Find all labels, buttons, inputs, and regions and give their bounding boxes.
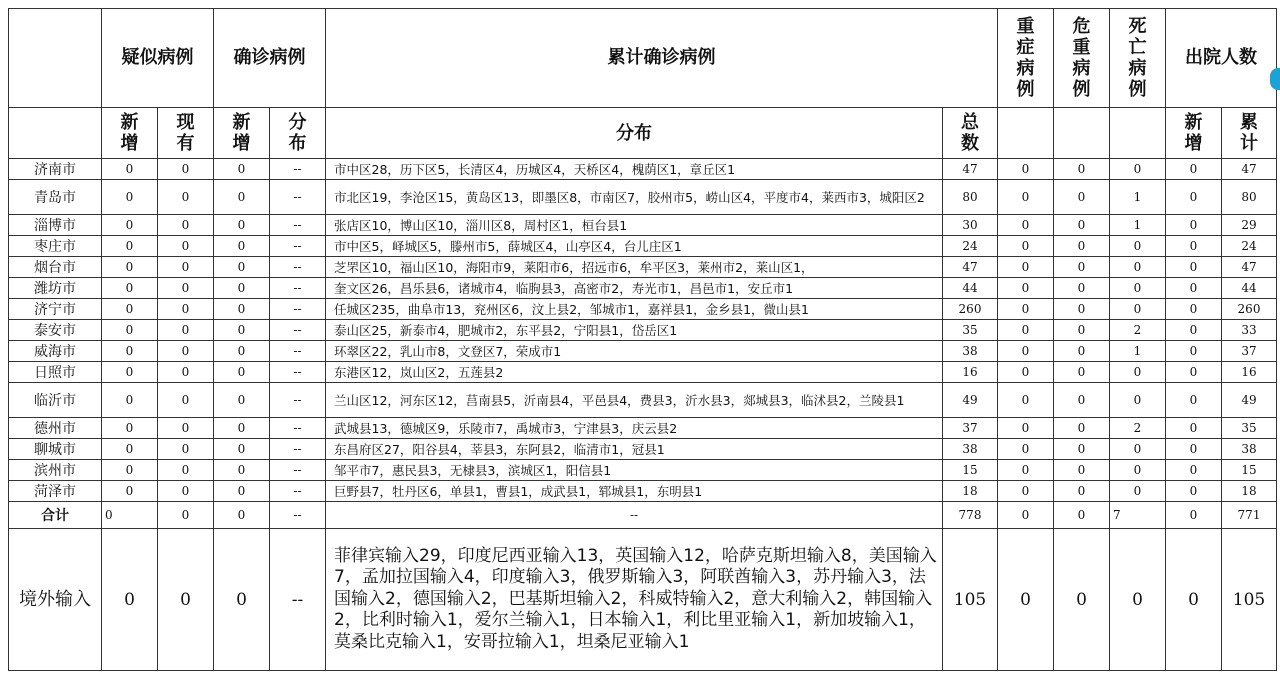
header-severe: 重 症 病 例 — [998, 9, 1054, 108]
confirmed-new: 0 — [214, 278, 270, 299]
critical-count: 0 — [1054, 278, 1110, 299]
confirmed-new: 0 — [214, 383, 270, 418]
table-row — [9, 215, 1277, 236]
death-count: 1 — [1110, 180, 1166, 215]
suspected-current: 0 — [158, 481, 214, 502]
total-deaths: 7 — [1110, 502, 1166, 529]
subheader-critical-empty — [1054, 108, 1110, 159]
total-critical: 0 — [1054, 502, 1110, 529]
confirmed-new: 0 — [214, 236, 270, 257]
cumulative-total: 44 — [943, 278, 998, 299]
discharged-new: 0 — [1166, 383, 1222, 418]
overseas-deaths: 0 — [1110, 529, 1166, 671]
discharged-total: 44 — [1222, 278, 1277, 299]
discharged-new: 0 — [1166, 362, 1222, 383]
severe-count: 0 — [998, 236, 1054, 257]
cumulative-distribution: 张店区10，博山区10，淄川区8，周村区1，桓台县1 — [326, 215, 943, 236]
discharged-total: 47 — [1222, 159, 1277, 180]
confirmed-new: 0 — [214, 299, 270, 320]
discharged-new: 0 — [1166, 215, 1222, 236]
subheader-row — [9, 108, 1277, 159]
table-row — [9, 418, 1277, 439]
confirmed-distribution: -- — [270, 257, 326, 278]
table-row — [9, 320, 1277, 341]
critical-count: 0 — [1054, 383, 1110, 418]
table-row — [9, 236, 1277, 257]
death-count: 0 — [1110, 439, 1166, 460]
discharged-new: 0 — [1166, 180, 1222, 215]
critical-count: 0 — [1054, 481, 1110, 502]
discharged-total: 35 — [1222, 418, 1277, 439]
region-name: 济南市 — [9, 159, 102, 180]
discharged-new: 0 — [1166, 481, 1222, 502]
header-confirmed: 确诊病例 — [214, 9, 326, 108]
death-count: 0 — [1110, 383, 1166, 418]
table-row — [9, 439, 1277, 460]
discharged-new: 0 — [1166, 159, 1222, 180]
suspected-new: 0 — [102, 180, 158, 215]
overseas-label: 境外输入 — [9, 529, 102, 671]
suspected-current: 0 — [158, 460, 214, 481]
confirmed-distribution: -- — [270, 341, 326, 362]
covid-statistics-table — [8, 8, 1277, 671]
suspected-new: 0 — [102, 299, 158, 320]
death-count: 0 — [1110, 481, 1166, 502]
overseas-distribution: 菲律宾输入29，印度尼西亚输入13，英国输入12，哈萨克斯坦输入8，美国输入7，孟加拉国输入4，印度输入3，俄罗斯输入3，阿联酋输入3，苏丹输入3，法国输入2，德国输入2，巴基斯坦输入2，科威特输入2，意大利输入2，韩国输入2，比利时输入1，爱尔兰输入1，日本输入1，利比里亚输入1，新加坡输入1，莫桑比克输入1，安哥拉输入1，坦桑尼亚输入1 — [326, 529, 943, 671]
subheader-suspected-new: 新 增 — [102, 108, 158, 159]
discharged-new: 0 — [1166, 418, 1222, 439]
total-confirmed-distribution: -- — [270, 502, 326, 529]
overseas-discharged-new: 0 — [1166, 529, 1222, 671]
critical-count: 0 — [1054, 418, 1110, 439]
discharged-total: 38 — [1222, 439, 1277, 460]
cumulative-total: 47 — [943, 257, 998, 278]
suspected-new: 0 — [102, 460, 158, 481]
total-discharged-new: 0 — [1166, 502, 1222, 529]
severe-count: 0 — [998, 180, 1054, 215]
severe-count: 0 — [998, 257, 1054, 278]
total-suspected-current: 0 — [158, 502, 214, 529]
table-row — [9, 362, 1277, 383]
table-row — [9, 341, 1277, 362]
suspected-new: 0 — [102, 236, 158, 257]
table-row — [9, 481, 1277, 502]
overseas-critical: 0 — [1054, 529, 1110, 671]
suspected-new: 0 — [102, 257, 158, 278]
confirmed-new: 0 — [214, 159, 270, 180]
total-cumulative: 778 — [943, 502, 998, 529]
critical-count: 0 — [1054, 320, 1110, 341]
subheader-confirmed-new: 新 增 — [214, 108, 270, 159]
confirmed-distribution: -- — [270, 236, 326, 257]
severe-count: 0 — [998, 383, 1054, 418]
region-name: 青岛市 — [9, 180, 102, 215]
subheader-region-cell — [9, 108, 102, 159]
cumulative-distribution: 任城区235，曲阜市13，兖州区6，汶上县2，邹城市1，嘉祥县1，金乡县1，微山县1 — [326, 299, 943, 320]
confirmed-new: 0 — [214, 341, 270, 362]
discharged-total: 16 — [1222, 362, 1277, 383]
top-border — [0, 0, 1280, 8]
region-name: 烟台市 — [9, 257, 102, 278]
header-region-cell — [9, 9, 102, 108]
confirmed-distribution: -- — [270, 215, 326, 236]
table-row — [9, 159, 1277, 180]
critical-count: 0 — [1054, 299, 1110, 320]
discharged-new: 0 — [1166, 257, 1222, 278]
total-label: 合计 — [9, 502, 102, 529]
cumulative-total: 30 — [943, 215, 998, 236]
confirmed-distribution: -- — [270, 460, 326, 481]
region-name: 聊城市 — [9, 439, 102, 460]
cumulative-distribution: 市北区19，李沧区15，黄岛区13，即墨区8，市南区7，胶州市5，崂山区4，平度市4，莱西市3，城阳区2 — [326, 180, 943, 215]
suspected-new: 0 — [102, 362, 158, 383]
discharged-new: 0 — [1166, 341, 1222, 362]
region-name: 泰安市 — [9, 320, 102, 341]
confirmed-distribution: -- — [270, 383, 326, 418]
cumulative-distribution: 兰山区12，河东区12，莒南县5，沂南县4，平邑县4，费县3，沂水县3，郯城县3，临沭县2，兰陵县1 — [326, 383, 943, 418]
severe-count: 0 — [998, 215, 1054, 236]
discharged-new: 0 — [1166, 460, 1222, 481]
suspected-new: 0 — [102, 215, 158, 236]
discharged-total: 260 — [1222, 299, 1277, 320]
table-row — [9, 180, 1277, 215]
subheader-suspected-current: 现 有 — [158, 108, 214, 159]
table-row — [9, 460, 1277, 481]
confirmed-distribution: -- — [270, 299, 326, 320]
death-count: 2 — [1110, 418, 1166, 439]
severe-count: 0 — [998, 320, 1054, 341]
severe-count: 0 — [998, 278, 1054, 299]
cumulative-distribution: 市中区5，峄城区5，滕州市5，薛城区4，山亭区4，台儿庄区1 — [326, 236, 943, 257]
critical-count: 0 — [1054, 341, 1110, 362]
cumulative-total: 80 — [943, 180, 998, 215]
cumulative-total: 38 — [943, 439, 998, 460]
cumulative-distribution: 芝罘区10，福山区10，海阳市9，莱阳市6，招远市6，牟平区3，莱州市2，莱山区1， — [326, 257, 943, 278]
confirmed-new: 0 — [214, 257, 270, 278]
suspected-new: 0 — [102, 159, 158, 180]
cumulative-distribution: 东昌府区27，阳谷县4，莘县3，东阿县2，临清市1，冠县1 — [326, 439, 943, 460]
confirmed-distribution: -- — [270, 180, 326, 215]
suspected-current: 0 — [158, 278, 214, 299]
overseas-suspected-current: 0 — [158, 529, 214, 671]
suspected-new: 0 — [102, 320, 158, 341]
death-count: 0 — [1110, 257, 1166, 278]
cumulative-total: 35 — [943, 320, 998, 341]
subheader-deaths-empty — [1110, 108, 1166, 159]
confirmed-distribution: -- — [270, 362, 326, 383]
cumulative-total: 16 — [943, 362, 998, 383]
overseas-confirmed-distribution: -- — [270, 529, 326, 671]
header-cumulative: 累计确诊病例 — [326, 9, 998, 108]
suspected-current: 0 — [158, 299, 214, 320]
death-count: 0 — [1110, 460, 1166, 481]
subheader-total: 总 数 — [943, 108, 998, 159]
cumulative-total: 49 — [943, 383, 998, 418]
cumulative-distribution: 泰山区25，新泰市4，肥城市2，东平县2，宁阳县1，岱岳区1 — [326, 320, 943, 341]
confirmed-distribution: -- — [270, 278, 326, 299]
severe-count: 0 — [998, 159, 1054, 180]
discharged-new: 0 — [1166, 236, 1222, 257]
discharged-total: 49 — [1222, 383, 1277, 418]
cumulative-distribution: 武城县13，德城区9，乐陵市7，禹城市3，宁津县3，庆云县2 — [326, 418, 943, 439]
suspected-current: 0 — [158, 439, 214, 460]
table-row — [9, 383, 1277, 418]
critical-count: 0 — [1054, 362, 1110, 383]
death-count: 0 — [1110, 236, 1166, 257]
subheader-distribution: 分布 — [326, 108, 943, 159]
severe-count: 0 — [998, 481, 1054, 502]
suspected-current: 0 — [158, 383, 214, 418]
suspected-new: 0 — [102, 439, 158, 460]
confirmed-distribution: -- — [270, 320, 326, 341]
suspected-current: 0 — [158, 341, 214, 362]
confirmed-new: 0 — [214, 320, 270, 341]
discharged-total: 33 — [1222, 320, 1277, 341]
cumulative-distribution: 奎文区26，昌乐县6，诸城市4，临朐县3，高密市2，寿光市1，昌邑市1，安丘市1 — [326, 278, 943, 299]
region-name: 滨州市 — [9, 460, 102, 481]
discharged-total: 24 — [1222, 236, 1277, 257]
region-name: 菏泽市 — [9, 481, 102, 502]
confirmed-new: 0 — [214, 180, 270, 215]
severe-count: 0 — [998, 439, 1054, 460]
death-count: 1 — [1110, 341, 1166, 362]
death-count: 1 — [1110, 215, 1166, 236]
death-count: 0 — [1110, 362, 1166, 383]
subheader-confirmed-distribution: 分 布 — [270, 108, 326, 159]
death-count: 0 — [1110, 278, 1166, 299]
confirmed-new: 0 — [214, 215, 270, 236]
confirmed-new: 0 — [214, 418, 270, 439]
header-row — [9, 9, 1277, 108]
discharged-new: 0 — [1166, 299, 1222, 320]
subheader-discharged-new: 新 增 — [1166, 108, 1222, 159]
overseas-confirmed-new: 0 — [214, 529, 270, 671]
region-name: 临沂市 — [9, 383, 102, 418]
header-discharged: 出院人数 — [1166, 9, 1277, 108]
discharged-total: 18 — [1222, 481, 1277, 502]
confirmed-new: 0 — [214, 460, 270, 481]
discharged-total: 15 — [1222, 460, 1277, 481]
cumulative-total: 15 — [943, 460, 998, 481]
region-name: 威海市 — [9, 341, 102, 362]
suspected-current: 0 — [158, 215, 214, 236]
confirmed-new: 0 — [214, 481, 270, 502]
confirmed-distribution: -- — [270, 159, 326, 180]
suspected-new: 0 — [102, 383, 158, 418]
discharged-new: 0 — [1166, 278, 1222, 299]
cumulative-distribution: 邹平市7，惠民县3，无棣县3，滨城区1，阳信县1 — [326, 460, 943, 481]
total-discharged: 771 — [1222, 502, 1277, 529]
table-row — [9, 257, 1277, 278]
confirmed-distribution: -- — [270, 481, 326, 502]
death-count: 2 — [1110, 320, 1166, 341]
confirmed-distribution: -- — [270, 439, 326, 460]
suspected-new: 0 — [102, 341, 158, 362]
suspected-current: 0 — [158, 159, 214, 180]
suspected-current: 0 — [158, 236, 214, 257]
total-severe: 0 — [998, 502, 1054, 529]
suspected-new: 0 — [102, 418, 158, 439]
severe-count: 0 — [998, 418, 1054, 439]
total-suspected-new: 0 — [102, 502, 158, 529]
region-name: 潍坊市 — [9, 278, 102, 299]
suspected-current: 0 — [158, 257, 214, 278]
region-name: 济宁市 — [9, 299, 102, 320]
total-row — [9, 502, 1277, 529]
suspected-current: 0 — [158, 362, 214, 383]
confirmed-distribution: -- — [270, 418, 326, 439]
cumulative-total: 24 — [943, 236, 998, 257]
cumulative-total: 37 — [943, 418, 998, 439]
subheader-discharged-cumulative: 累 计 — [1222, 108, 1277, 159]
cumulative-distribution: 巨野县7，牡丹区6，单县1，曹县1，成武县1，郓城县1，东明县1 — [326, 481, 943, 502]
region-name: 德州市 — [9, 418, 102, 439]
screen-edge-tab — [1270, 68, 1280, 90]
severe-count: 0 — [998, 299, 1054, 320]
cumulative-total: 38 — [943, 341, 998, 362]
suspected-current: 0 — [158, 418, 214, 439]
discharged-total: 29 — [1222, 215, 1277, 236]
discharged-new: 0 — [1166, 320, 1222, 341]
suspected-current: 0 — [158, 320, 214, 341]
critical-count: 0 — [1054, 236, 1110, 257]
overseas-total: 105 — [943, 529, 998, 671]
cumulative-total: 260 — [943, 299, 998, 320]
total-distribution: -- — [326, 502, 943, 529]
severe-count: 0 — [998, 460, 1054, 481]
subheader-severe-empty — [998, 108, 1054, 159]
overseas-row — [9, 529, 1277, 671]
confirmed-new: 0 — [214, 362, 270, 383]
discharged-total: 37 — [1222, 341, 1277, 362]
critical-count: 0 — [1054, 439, 1110, 460]
critical-count: 0 — [1054, 460, 1110, 481]
cumulative-distribution: 东港区12，岚山区2，五莲县2 — [326, 362, 943, 383]
cumulative-total: 47 — [943, 159, 998, 180]
cumulative-distribution: 环翠区22，乳山市8，文登区7，荣成市1 — [326, 341, 943, 362]
header-deaths: 死 亡 病 例 — [1110, 9, 1166, 108]
total-confirmed-new: 0 — [214, 502, 270, 529]
overseas-discharged-total: 105 — [1222, 529, 1277, 671]
critical-count: 0 — [1054, 159, 1110, 180]
region-name: 枣庄市 — [9, 236, 102, 257]
overseas-severe: 0 — [998, 529, 1054, 671]
table-row — [9, 278, 1277, 299]
death-count: 0 — [1110, 159, 1166, 180]
severe-count: 0 — [998, 341, 1054, 362]
severe-count: 0 — [998, 362, 1054, 383]
region-name: 淄博市 — [9, 215, 102, 236]
region-name: 日照市 — [9, 362, 102, 383]
header-critical: 危 重 病 例 — [1054, 9, 1110, 108]
discharged-new: 0 — [1166, 439, 1222, 460]
confirmed-new: 0 — [214, 439, 270, 460]
death-count: 0 — [1110, 299, 1166, 320]
suspected-new: 0 — [102, 278, 158, 299]
critical-count: 0 — [1054, 215, 1110, 236]
cumulative-total: 18 — [943, 481, 998, 502]
overseas-suspected-new: 0 — [102, 529, 158, 671]
suspected-new: 0 — [102, 481, 158, 502]
critical-count: 0 — [1054, 180, 1110, 215]
discharged-total: 47 — [1222, 257, 1277, 278]
cumulative-distribution: 市中区28，历下区5，长清区4，历城区4，天桥区4，槐荫区1，章丘区1 — [326, 159, 943, 180]
critical-count: 0 — [1054, 257, 1110, 278]
suspected-current: 0 — [158, 180, 214, 215]
table-row — [9, 299, 1277, 320]
discharged-total: 80 — [1222, 180, 1277, 215]
header-suspected: 疑似病例 — [102, 9, 214, 108]
